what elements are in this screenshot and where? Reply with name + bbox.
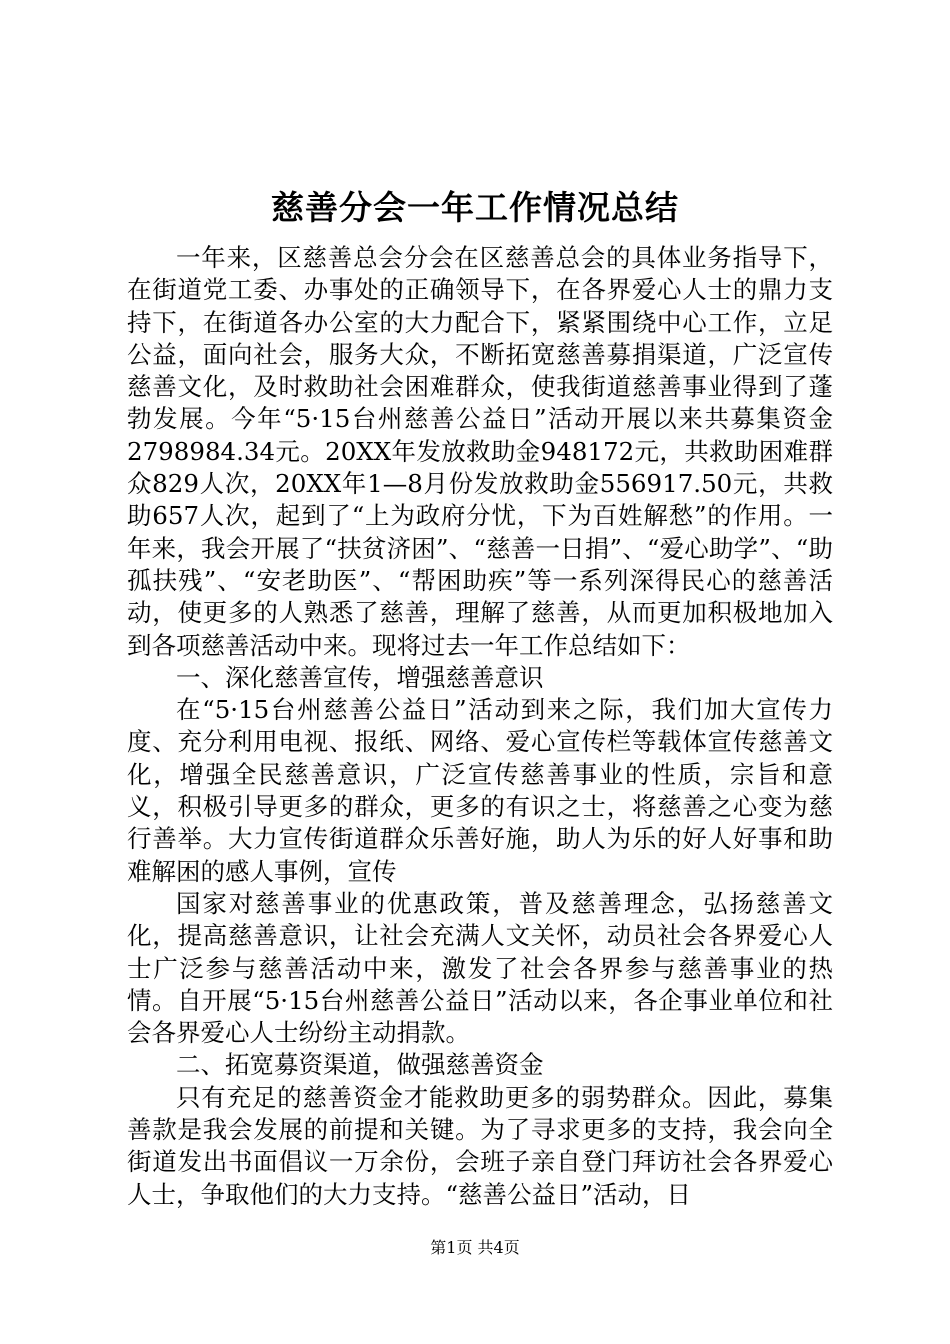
paragraph-publicity: 在“5·15台州慈善公益日”活动到来之际，我们加大宣传力度、充分利用电视、报纸、网络、爱心宣传栏等载体宣传慈善文化，增强全民慈善意识，广泛宣传慈善事业的性质，宗旨和意义，积极引导更多的群众，更多的有识之士，将慈善之心变为慈行善举。大力宣传街道群众乐善好施，助人为乐的好人好事和助难解困的感人事例，宣传 <box>127 695 833 886</box>
page-footer: 第1页 共4页 <box>430 1238 520 1257</box>
section-heading-1: 一、深化慈善宣传，增强慈善意识 <box>176 662 544 692</box>
paragraph-fundraising: 只有充足的慈善资金才能救助更多的弱势群众。因此，募集善款是我会发展的前提和关键。为了寻求更多的支持，我会向全街道发出书面倡议一万余份，会班子亲自登门拜访社会各界爱心人士，争取他们的大力支持。“慈善公益日”活动，日 <box>127 1082 833 1209</box>
paragraph-intro: 一年来，区慈善总会分会在区慈善总会的具体业务指导下，在街道党工委、办事处的正确领导下，在各界爱心人士的鼎力支持下，在街道各办公室的大力配合下，紧紧围绕中心工作，立足公益，面向社会，服务大众，不断拓宽慈善募捐渠道，广泛宣传慈善文化，及时救助社会困难群众，使我街道慈善事业得到了蓬勃发展。今年“5·15台州慈善公益日”活动开展以来共募集资金2798984.34元。20XX年发放救助金948172元，共救助困难群众829人次，20XX年1—8月份发放救助金556917.50元，共救助657人次，起到了“上为政府分忧，下为百姓解愁”的作用。一年来，我会开展了“扶贫济困”、“慈善一日捐”、“爱心助学”、“助孤扶残”、“安老助医”、“帮困助疾”等一系列深得民心的慈善活动，使更多的人熟悉了慈善，理解了慈善，从而更加积极地加入到各项慈善活动中来。现将过去一年工作总结如下： <box>127 243 833 660</box>
document-title: 慈善分会一年工作情况总结 <box>271 188 679 227</box>
paragraph-policy: 国家对慈善事业的优惠政策，普及慈善理念，弘扬慈善文化，提高慈善意识，让社会充满人文关怀，动员社会各界爱心人士广泛参与慈善活动中来，激发了社会各界参与慈善事业的热情。自开展“5·15台州慈善公益日”活动以来，各企事业单位和社会各界爱心人士纷纷主动捐款。 <box>127 888 833 1048</box>
document-body <box>127 242 833 1211</box>
section-heading-2: 二、拓宽募资渠道，做强慈善资金 <box>176 1050 544 1080</box>
